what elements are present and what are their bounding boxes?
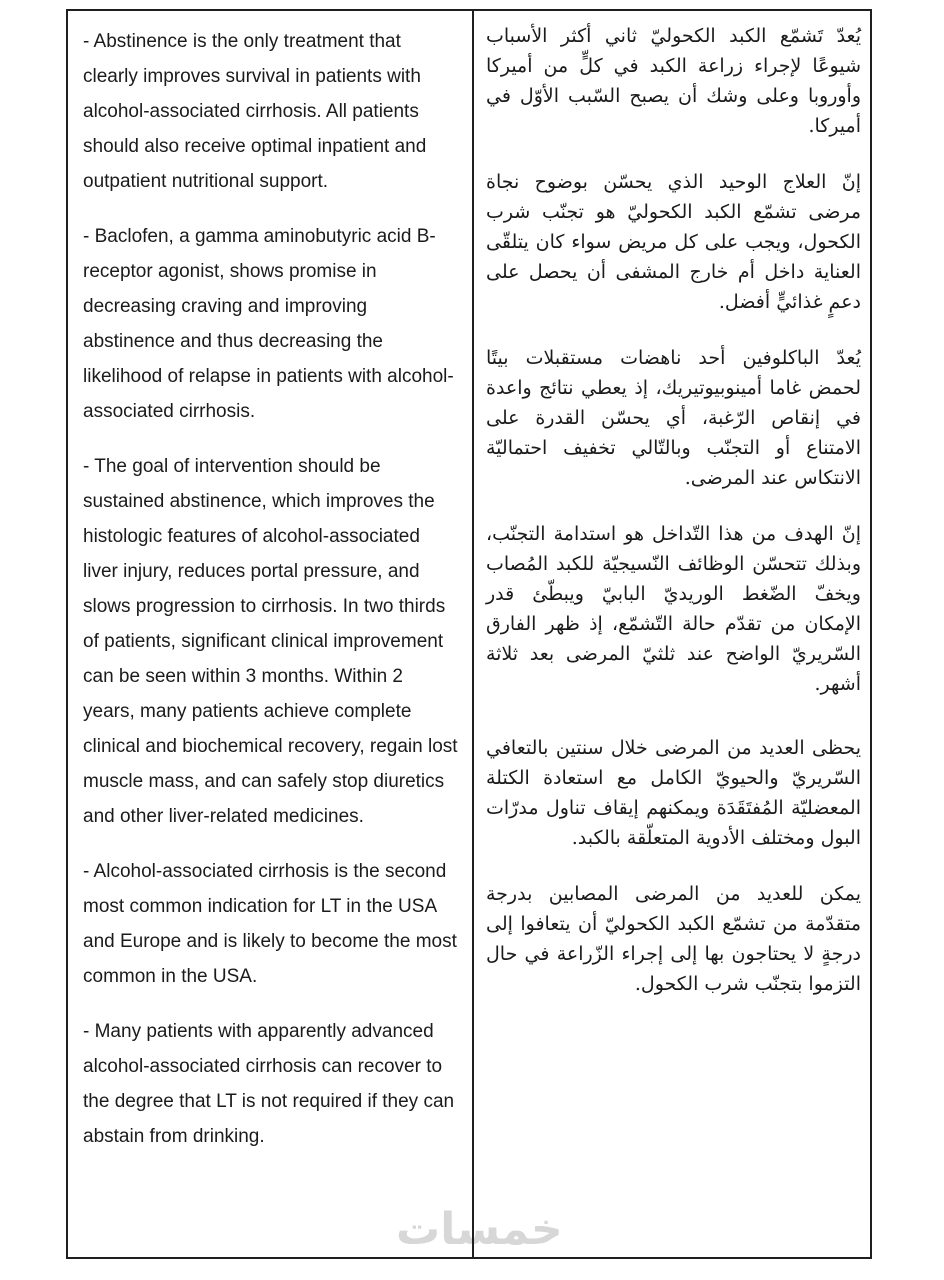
english-paragraph-lt-indication: - Alcohol-associated cirrhosis is the second most common indication for LT in the USA and Europe and is likely to become the most common in the USA. xyxy=(83,861,457,987)
english-paragraph-baclofen: - Baclofen, a gamma aminobutyric acid B-receptor agonist, shows promise in decreasing craving and improving abstinence and thus decreasing the likelihood of relapse in patients with alcohol-associated cirrhosis. xyxy=(83,226,454,422)
arabic-paragraph-intervention-goal: إنّ الهدف من هذا التّداخل هو استدامة التجنّب، وبذلك تتحسّن الوظائف النّسيجيّة للكبد المُصاب ويخفّ الضّغط الوريديّ البابيّ ويبطّئ قدر الإمكان من تقدّم حالة التّشمّع، إذ ظهر الفارق السّريريّ الواضح عند ثلثيّ المرضى بعد ثلاثة أشهر. xyxy=(486,523,861,695)
arabic-paragraph-only-treatment: إنّ العلاج الوحيد الذي يحسّن بوضوح نجاة مرضى تشمّع الكبد الكحوليّ هو تجنّب شرب الكحول، ويجب على كل مريض سواء كان يتلقّى العناية داخل أم خارج المشفى أن يحصل على دعمٍ غذائيٍّ أفضل. xyxy=(486,171,861,313)
english-column xyxy=(68,11,474,1257)
english-paragraph-abstinence: - Abstinence is the only treatment that clearly improves survival in patients with alcohol-associated cirrhosis. All patients should also receive optimal inpatient and outpatient nutritional support. xyxy=(83,31,427,192)
arabic-paragraph-transplant-cause: يُعدّ تَشمّع الكبد الكحوليّ ثاني أكثر الأسباب شيوعًا لإجراء زراعة الكبد في كلٍّ من أميركا وأوروبا وعلى وشك أن يصبح السّبب الأوّل في أميركا. xyxy=(486,25,861,137)
translation-table xyxy=(66,9,872,1259)
arabic-paragraph-two-year-recovery: يحظى العديد من المرضى خلال سنتين بالتعافي السّريريّ والحيويّ الكامل مع استعادة الكتلة المعضليّة المُفتَقَدَة ويمكنهم إيقاف تناول مدرّات البول ومختلف الأدوية المتعلّقة بالكبد. xyxy=(486,737,861,849)
arabic-paragraph-recovery-without-transplant: يمكن للعديد من المرضى المصابين بدرجة متقدّمة من تشمّع الكبد الكحوليّ أن يتعافوا إلى درجةٍ لا يحتاجون بها إلى إجراء الزّراعة في حال التزموا بتجنّب شرب الكحول. xyxy=(486,883,861,995)
english-paragraph-recovery-without-lt: - Many patients with apparently advanced alcohol-associated cirrhosis can recover to the degree that LT is not required if they can abstain from drinking. xyxy=(83,1021,455,1147)
arabic-column xyxy=(474,11,870,1257)
khamsat-watermark-logo: خمسات xyxy=(396,1204,563,1255)
english-paragraph-intervention-goal: - The goal of intervention should be sustained abstinence, which improves the histologic features of alcohol-associated liver injury, reduces portal pressure, and slows progression to cirrhosis. In two thirds of patients, significant clinical improvement can be seen within 3 months. Within 2 years, many patients achieve complete clinical and biochemical recovery, regain lost muscle mass, and can safely stop diuretics and other liver-related medicines. xyxy=(83,456,458,827)
arabic-paragraph-baclofen: يُعدّ الباكلوفين أحد ناهضات مستقبلات بيتًا لحمض غاما أمينوبيوتيريك، إذ يعطي نتائج واعدة في إنقاص الرّغبة، أي يحسّن القدرة على الامتناع أو التجنّب وبالتّالي تخفيف احتماليّة الانتكاس عند المرضى. xyxy=(486,347,861,489)
